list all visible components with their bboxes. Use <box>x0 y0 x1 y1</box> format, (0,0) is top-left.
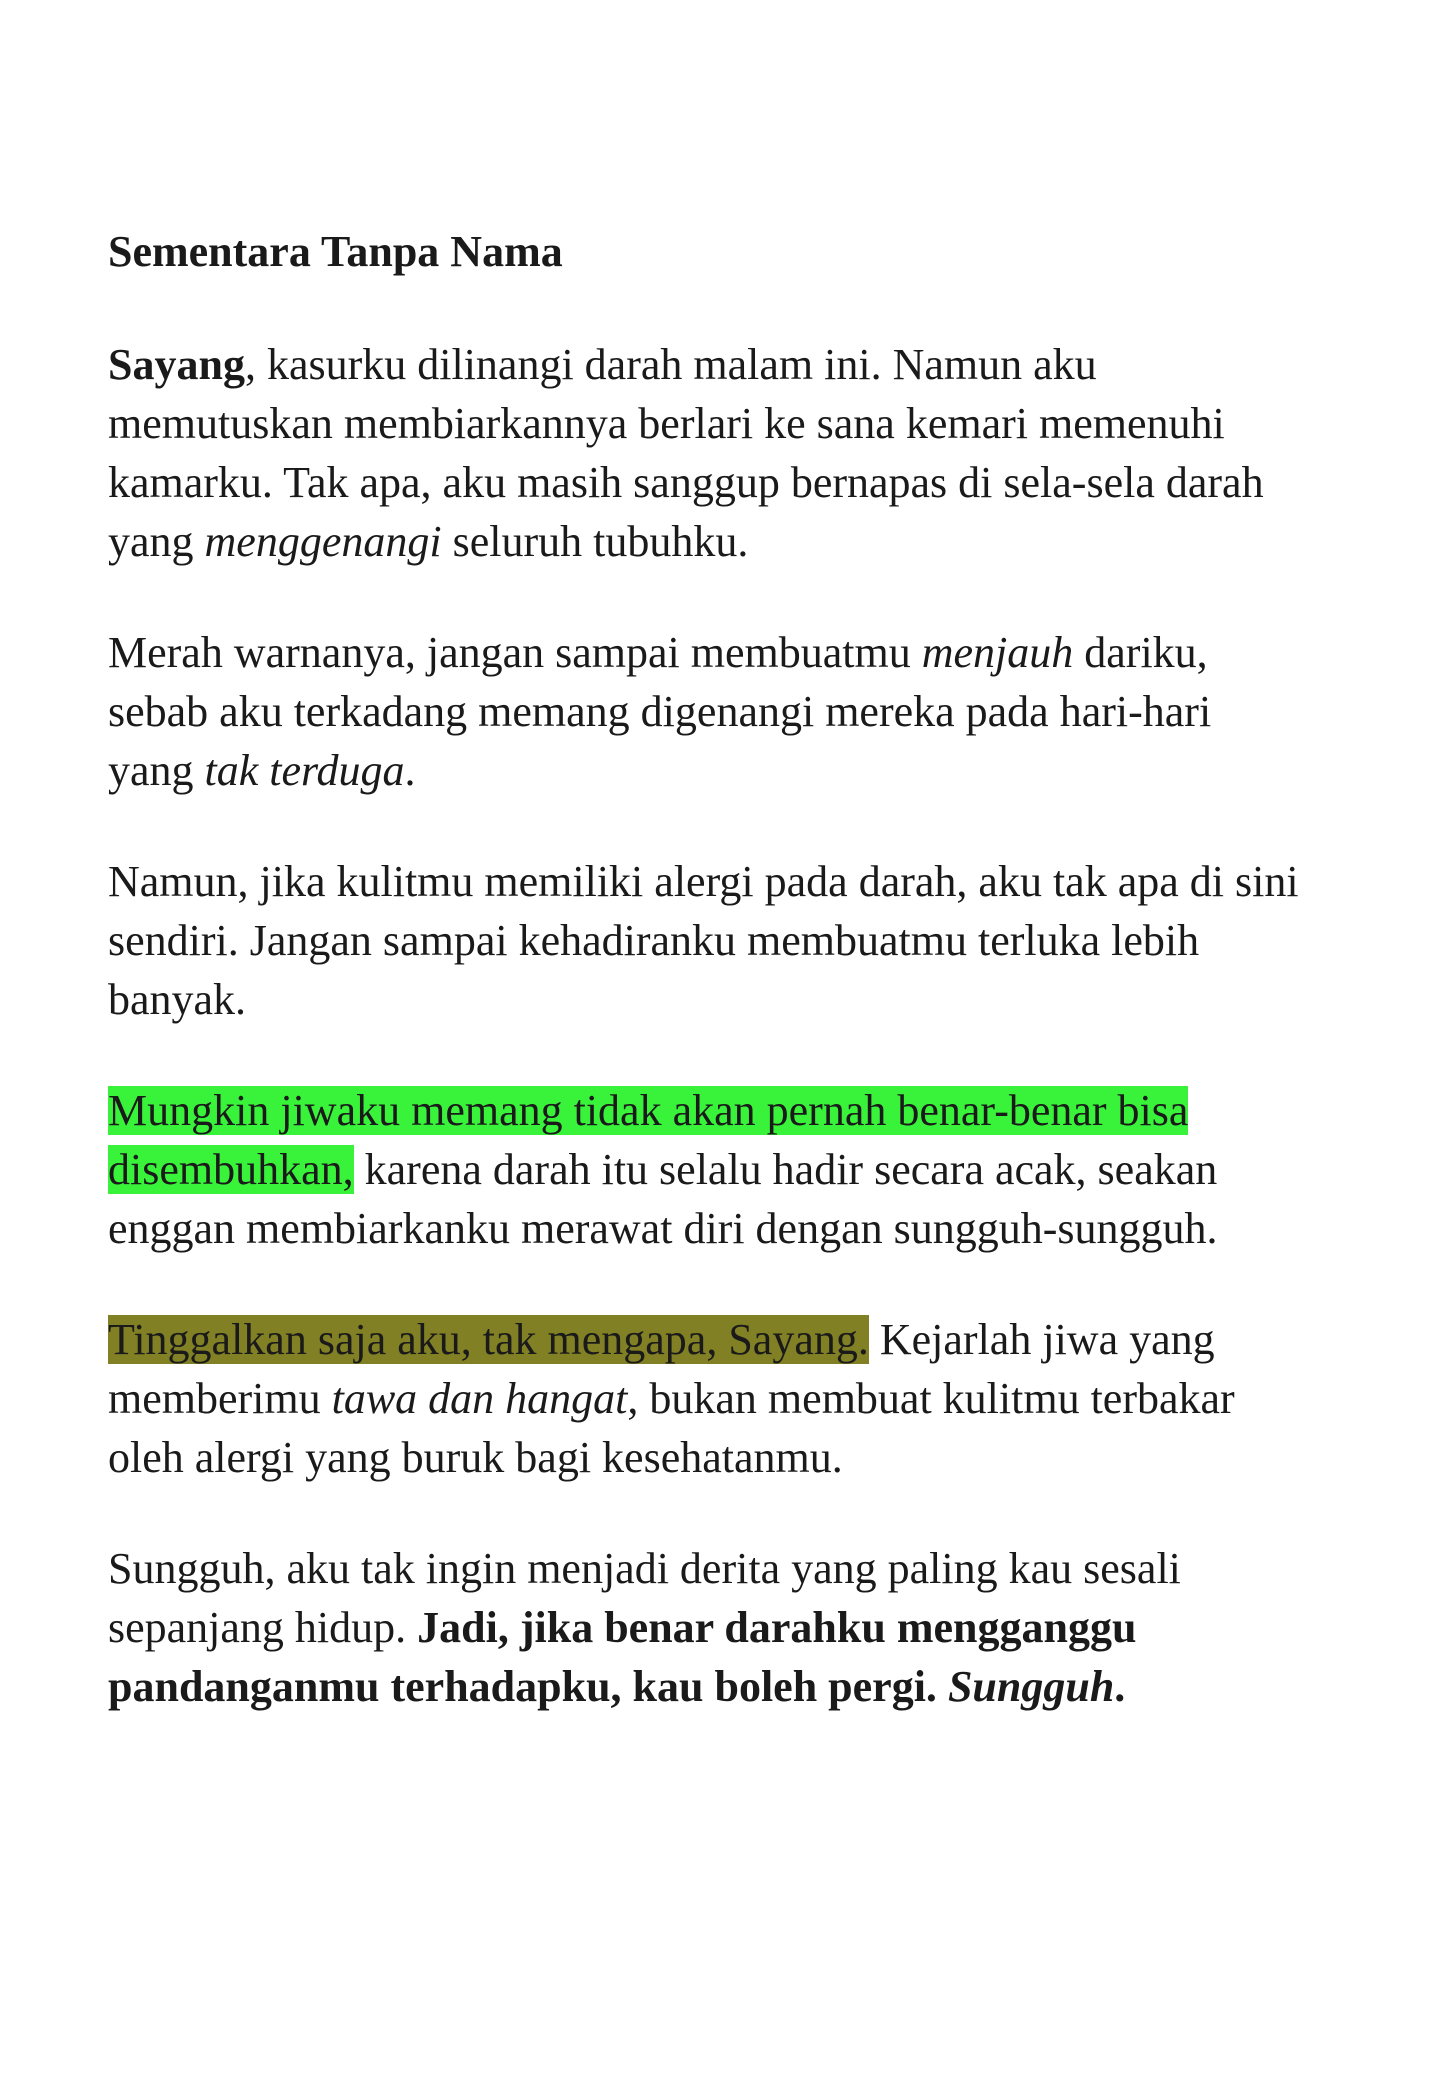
text-run: yang <box>108 517 205 566</box>
text-run: Jadi, jika benar darahku mengganggu <box>417 1603 1137 1652</box>
text-run: kamarku. Tak apa, aku masih sanggup bernapas di sela-sela darah <box>108 458 1264 507</box>
text-run: tak terduga <box>204 746 405 795</box>
paragraph <box>108 623 1358 800</box>
text-run: . <box>1114 1662 1126 1711</box>
document-body <box>108 222 1358 1768</box>
paragraph <box>108 1539 1358 1716</box>
text-run: , kasurku dilinangi darah malam ini. Namun aku <box>244 340 1097 389</box>
paragraph <box>108 1081 1358 1258</box>
highlighted-text-green: disembuhkan, <box>108 1145 354 1194</box>
text-run: Namun, jika kulitmu memiliki alergi pada darah, aku tak apa di sini <box>108 857 1299 906</box>
text-run: memutuskan membiarkannya berlari ke sana kemari memenuhi <box>108 399 1225 448</box>
paragraph <box>108 335 1358 571</box>
text-run: banyak. <box>108 975 247 1024</box>
text-run: oleh alergi yang buruk bagi kesehatanmu. <box>108 1433 843 1482</box>
text-run: Sayang <box>108 340 245 389</box>
text-run: Kejarlah jiwa yang <box>868 1315 1215 1364</box>
highlighted-text-green: Mungkin jiwaku memang tidak akan pernah benar-benar bisa <box>108 1086 1189 1135</box>
text-run: menggenangi <box>204 517 442 566</box>
paragraph <box>108 852 1358 1029</box>
text-run: pandanganmu terhadapku, kau boleh pergi. <box>108 1662 948 1711</box>
text-run: karena darah itu selalu hadir secara acak, seakan <box>353 1145 1218 1194</box>
text-run: sendiri. Jangan sampai kehadiranku membuatmu terluka lebih <box>108 916 1200 965</box>
text-run: Sungguh <box>947 1662 1115 1711</box>
highlighted-text-olive: Tinggalkan saja aku, tak mengapa, Sayang. <box>108 1315 869 1364</box>
text-run: tawa dan hangat <box>331 1374 628 1423</box>
paragraph-list <box>108 335 1358 1716</box>
text-run: . <box>404 746 416 795</box>
text-run: enggan membiarkanku merawat diri dengan sungguh-sungguh. <box>108 1204 1218 1253</box>
text-run: menjauh <box>921 628 1074 677</box>
text-run: sepanjang hidup. <box>108 1603 418 1652</box>
text-run: , bukan membuat kulitmu terbakar <box>627 1374 1235 1423</box>
text-run: dariku, <box>1073 628 1208 677</box>
text-run: Sungguh, aku tak ingin menjadi derita yang paling kau sesali <box>108 1544 1181 1593</box>
paragraph <box>108 1310 1358 1487</box>
text-run: yang <box>108 746 205 795</box>
text-run: sebab aku terkadang memang digenangi mereka pada hari-hari <box>108 687 1212 736</box>
text-run: Merah warnanya, jangan sampai membuatmu <box>108 628 922 677</box>
document-title: Sementara Tanpa Nama <box>108 227 563 276</box>
text-run: memberimu <box>108 1374 332 1423</box>
text-run: seluruh tubuhku. <box>441 517 749 566</box>
